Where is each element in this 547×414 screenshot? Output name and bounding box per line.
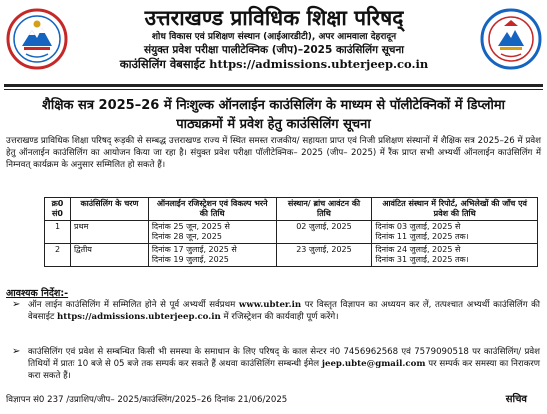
- council-title: उत्तराखण्ड प्राविधिक शिक्षा परिषद्: [144, 6, 404, 30]
- notice-title: शैक्षिक सत्र 2025–26 में निःशुल्क ऑनलाईन काउंसिलिंग के माध्यम से पॉलीटेक्निकों में डिप्लोमा पाठ्यक्रमों में प्रवेश हेतु काउंसिलिंग सूचना: [42, 98, 505, 132]
- reporting-start: दिनांक 24 जुलाई, 2025 से: [375, 245, 461, 254]
- notice-intro: उत्तराखण्ड प्राविधिक शिक्षा परिषद् रूड़की से सम्बद्ध उत्तराखण्ड राज्य में स्थित समस्त राजकीय/ सहायता प्राप्त एवं निजी प्रशिक्षण संस्थानों में शैक्षिक सत्र 2025–26 में प्रवेश हेतु ऑनलाईन काउंसिलिंग का आयोजन किया जा रहा है। संयुक्त प्रवेश परीक्षा पॉलीटेक्निक– 2025 (जीप– 2025) में रैंक प्राप्त सभी अभ्यर्थी ऑनलाईन काउंसिलिंग में निम्नवत् कार्यक्रम के अनुसार सम्मिलित हो सकते हैं।: [6, 136, 541, 170]
- advertisement-reference: विज्ञापन सं0 237 /उप्राशिप/जीप– 2025/काउंस्लिंग/2025–26 दिनांक 21/06/2025: [6, 395, 288, 405]
- counselling-website-line: [72, 57, 476, 72]
- cell-registration: [148, 221, 276, 244]
- cell-allocation: 02 जुलाई, 2025: [276, 221, 372, 244]
- cell-reporting: [372, 244, 538, 267]
- arrow-bullet-icon: ➢: [12, 299, 21, 310]
- exam-notice-line: संयुक्त प्रवेश परीक्षा पालीटेक्निक (जीप)–2025 काउंसिलिंग सूचना: [143, 44, 405, 56]
- cell-sno: 2: [45, 244, 71, 267]
- council-logo-left: [6, 8, 68, 70]
- instruction-1-part-a: ऑन लाईन काउंसिलिंग में सम्मिलित होने से पूर्व अभ्यर्थी सर्वप्रथम: [28, 300, 236, 310]
- counselling-schedule-table: [44, 197, 538, 267]
- ubter-website-link[interactable]: www.ubter.in: [238, 300, 302, 310]
- column-header-registration: ऑनलाईन रजिस्ट्रेशन एवं विकल्प भरने की तिथि: [148, 198, 276, 221]
- instruction-item-1: [12, 299, 540, 323]
- emblem-icon: [480, 8, 542, 70]
- registration-start: दिनांक 17 जुलाई, 2025 से: [151, 245, 237, 254]
- column-header-reporting: आवंटित संस्थान में रिपोर्ट, अभिलेखों की जाँच एवं प्रवेश की तिथि: [372, 198, 538, 221]
- website-label: काउंसिलिंग वेबसाईट: [119, 57, 206, 71]
- instruction-text-1: [28, 299, 540, 323]
- instruction-1-part-c: में रजिस्ट्रेशन की कार्यवाही पूर्ण करेंगे।: [223, 312, 339, 322]
- instruction-2-part-a: काउंसिलिंग एवं प्रवेश से सम्बन्धित किसी भी समस्या के समाधान के लिए परिषद् के काल सेन्टर नं0 7456962568 एवं 7579090518 पर काउंसिलिंग/ प्रवेश तिथियों में प्रातः 10 बजे से 05 बजे तक सम्पर्क कर सकते हैं अथवा काउंसिलिंग सम्बन्धी ईमेल: [28, 347, 540, 369]
- institute-address: शोध विकास एवं प्रशिक्षण संस्थान (आईआरडीटी), अपर आमवाला देहरादून: [151, 32, 397, 42]
- cell-sno: 1: [45, 221, 71, 244]
- arrow-bullet-icon: ➢: [12, 346, 21, 357]
- cell-phase: द्वितीय: [70, 244, 148, 267]
- table-header-row: [45, 198, 538, 221]
- instructions-heading: आवश्यक निर्देश:-: [6, 288, 69, 299]
- cell-registration: [148, 244, 276, 267]
- reporting-end: दिनांक 11 जुलाई, 2025 तक।: [375, 232, 469, 241]
- column-header-sno: क्र0 सं0: [45, 198, 71, 221]
- registration-start: दिनांक 25 जून, 2025 से: [151, 222, 230, 231]
- emblem-icon: [6, 8, 68, 70]
- cell-phase: प्रथम: [70, 221, 148, 244]
- reporting-end: दिनांक 31 जुलाई, 2025 तक।: [375, 255, 469, 264]
- table-row: [45, 221, 538, 244]
- column-header-phase: काउंसिलिंग के चरण: [70, 198, 148, 221]
- registration-end: दिनांक 28 जून, 2025: [151, 232, 222, 241]
- counselling-website-link[interactable]: https://admissions.ubterjeep.co.in: [209, 57, 429, 71]
- header-divider-thin: [4, 89, 543, 90]
- instruction-item-2: [12, 346, 540, 382]
- signatory-title: सचिव: [505, 394, 527, 405]
- instruction-2-part-b: पर सम्पर्क कर समस्या का निराकरण करा सकते हैं।: [28, 359, 541, 381]
- registration-end: दिनांक 19 जुलाई, 2025: [151, 255, 229, 264]
- cell-allocation: 23 जुलाई, 2025: [276, 244, 372, 267]
- column-header-allocation: संस्थान/ ब्रांच आवंटन की तिथि: [276, 198, 372, 221]
- cell-reporting: [372, 221, 538, 244]
- table-row: [45, 244, 538, 267]
- instruction-text-2: [28, 346, 540, 382]
- reporting-start: दिनांक 03 जुलाई, 2025 से: [375, 222, 461, 231]
- instruction-1-part-b: पर विस्तृत विज्ञापन का अध्ययन कर लें, तत्पश्चात अभ्यर्थी काउंसिलिंग की वेबसाईट: [28, 300, 540, 322]
- header: [72, 6, 476, 72]
- admissions-website-link[interactable]: https://admissions.ubterjeep.co.in: [57, 312, 221, 322]
- header-divider: [4, 84, 543, 87]
- council-logo-right: [480, 8, 542, 70]
- support-email-link[interactable]: jeep.ubte@gmail.com: [321, 359, 426, 369]
